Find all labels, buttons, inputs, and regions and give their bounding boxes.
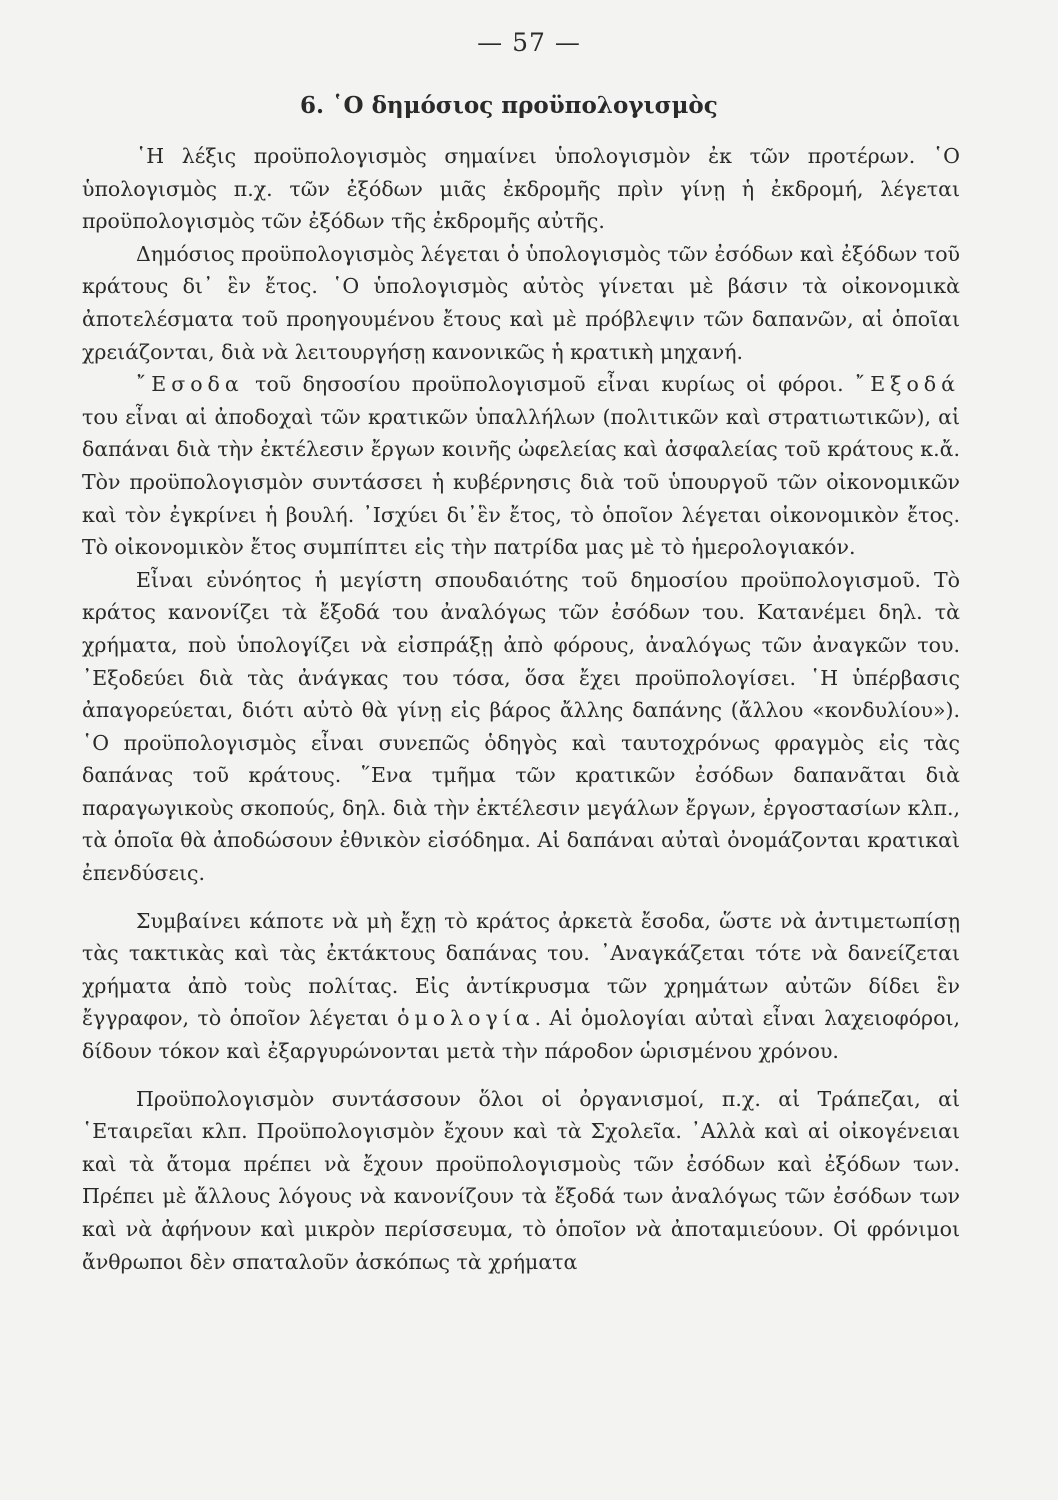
paragraph-definition: ῾Η λέξις προϋπολογισμὸς σημαίνει ὑπολογισμὸν ἐκ τῶν προτέρων. ῾Ο ὑπολογισμὸς π.χ. τῶν ἐξόδων μιᾶς ἐκδρομῆς πρὶν γίνῃ ἡ ἐκδρομή, λέγεται προϋπολογισμὸς τῶν ἐξόδων τῆς ἐκδρομῆς αὐτῆς. — [82, 144, 960, 234]
paragraph-public-budget: Δημόσιος προϋπολογισμὸς λέγεται ὁ ὑπολογισμὸς τῶν ἐσόδων καὶ ἐξόδων τοῦ κράτους δι᾽ ἓν ἔτος. ῾Ο ὑπολογισμὸς αὐτὸς γίνεται μὲ βάσιν τὰ οἰκονομικὰ ἀποτελέσματα τοῦ προηγουμένου ἔτους καὶ μὲ πρόβλεψιν τῶν δαπανῶν, αἱ ὁποῖαι χρειάζονται, διὰ νὰ λειτουργήσῃ κανονικῶς ἡ κρατικὴ μηχανή. — [82, 241, 960, 364]
paragraph-text: του εἶναι αἱ ἀποδοχαὶ τῶν κρατικῶν ὑπαλλήλων (πολιτικῶν καὶ στρατιωτικῶν), αἱ δαπάναι διὰ τὴν ἐκτέλεσιν ἔργων κοινῆς ὠφελείας καὶ ἀσφαλείας τοῦ κράτους κ.ἄ. Τὸν προϋπολογισμὸν συντάσσει ἡ κυβέρνησις διὰ τοῦ ὑπουργοῦ τῶν οἰκονομικῶν καὶ τὸν ἐγκρίνει ἡ βουλή. ᾿Ισχύει δι᾽ἓν ἔτος, τὸ ὁποῖον λέγεται οἰκονομικὸν ἔτος. Τὸ οἰκονομικὸν ἔτος συμπίπτει εἰς τὴν πατρίδα μας μὲ τὸ ἡμερολογιακόν. — [82, 404, 960, 560]
paragraph-borrowing — [82, 905, 960, 1068]
paragraph-text: τοῦ δησοσίου προϋπολογισμοῦ εἶναι κυρίως οἱ φόροι. — [243, 372, 855, 397]
paragraph-text: Συμβαίνει κάποτε νὰ μὴ ἔχῃ τὸ κράτος ἀρκετὰ ἔσοδα, ὥστε νὰ ἀντιμετωπίσῃ τὰς τακτικὰς καὶ τὰς ἐκτάκτους δαπάνας του. ᾿Αναγκάζεται τότε νὰ δανείζεται χρήματα ἀπὸ τοὺς πολίτας. Εἰς ἀντίκρυσμα τῶν χρημάτων αὐτῶν δίδει ἓν ἔγγραφον, τὸ ὁποῖον λέγεται — [82, 908, 960, 1031]
section-heading — [300, 92, 718, 119]
section-number: 6. — [300, 92, 325, 119]
term-expenses: ῎Εξοδά — [854, 372, 960, 397]
paragraph-importance: Εἶναι εὐνόητος ἡ μεγίστη σπουδαιότης τοῦ δημοσίου προϋπολογισμοῦ. Τὸ κράτος κανονίζει τὰ ἔξοδά του ἀναλόγως τῶν ἐσόδων του. Κατανέμει δηλ. τὰ χρήματα, ποὺ ὑπολογίζει νὰ εἰσπράξῃ ἀπὸ φόρους, ἀναλόγως τῶν ἀναγκῶν του. ᾿Εξοδεύει διὰ τὰς ἀνάγκας του τόσα, ὅσα ἔχει προϋπολογίσει. ῾Η ὑπέρβασις ἀπαγορεύεται, διότι αὐτὸ θὰ γίνῃ εἰς βάρος ἄλλης δαπάνης (ἄλλου «κονδυλίου»). ῾Ο προϋπολογισμὸς εἶναι συνεπῶς ὁδηγὸς καὶ ταυτοχρόνως φραγμὸς εἰς τὰς δαπάνας τοῦ κράτους. ῞Ενα τμῆμα τῶν κρατικῶν ἐσόδων δαπανᾶται διὰ παραγωγικοὺς σκοπούς, δηλ. διὰ τὴν ἐκτέλεσιν μεγάλων ἔργων, ἐργοστασίων κλπ., τὰ ὁποῖα θὰ ἀποδώσουν ἐθνικὸν εἰσόδημα. Αἱ δαπάναι αὐταὶ ὀνομάζονται κρατικαὶ ἐπενδύσεις. — [82, 567, 960, 886]
section-title: ῾Ο δημόσιος προϋπολογισμὸς — [332, 92, 718, 119]
body-text — [82, 140, 960, 1278]
paragraph-organizations: Προϋπολογισμὸν συντάσσουν ὅλοι οἱ ὀργανισμοί, π.χ. αἱ Τράπεζαι, αἱ ῾Εταιρεῖαι κλπ. Προϋπολογισμὸν ἔχουν καὶ τὰ Σχολεῖα. ᾿Αλλὰ καὶ αἱ οἰκογένειαι καὶ τὰ ἄτομα πρέπει νὰ ἔχουν προϋπολογισμοὺς τῶν ἐσόδων καὶ ἐξόδων των. Πρέπει μὲ ἄλλους λόγους νὰ κανονίζουν τὰ ἔξοδά των ἀναλόγως τῶν ἐσόδων των καὶ νὰ ἀφήνουν καὶ μικρὸν περίσσευμα, τὸ ὁποῖον νὰ ἀποταμιεύουν. Οἱ φρόνιμοι ἄνθρωποι δὲν σπαταλοῦν ἀσκόπως τὰ χρήματα — [82, 1086, 960, 1274]
term-revenues: ῎Εσοδα — [136, 372, 244, 397]
paragraph-revenues-expenses — [82, 368, 960, 564]
paragraph-text: . Αἱ ὁμολογίαι αὐταὶ εἶναι λαχειοφόροι, δίδουν τόκον καὶ ἐξαργυρώνονται μετὰ τὴν πάροδον ὡρισμένου χρόνου. — [82, 1006, 961, 1064]
page-number: — 57 — — [477, 28, 581, 57]
term-bond: ὁμολογία — [397, 1006, 535, 1031]
